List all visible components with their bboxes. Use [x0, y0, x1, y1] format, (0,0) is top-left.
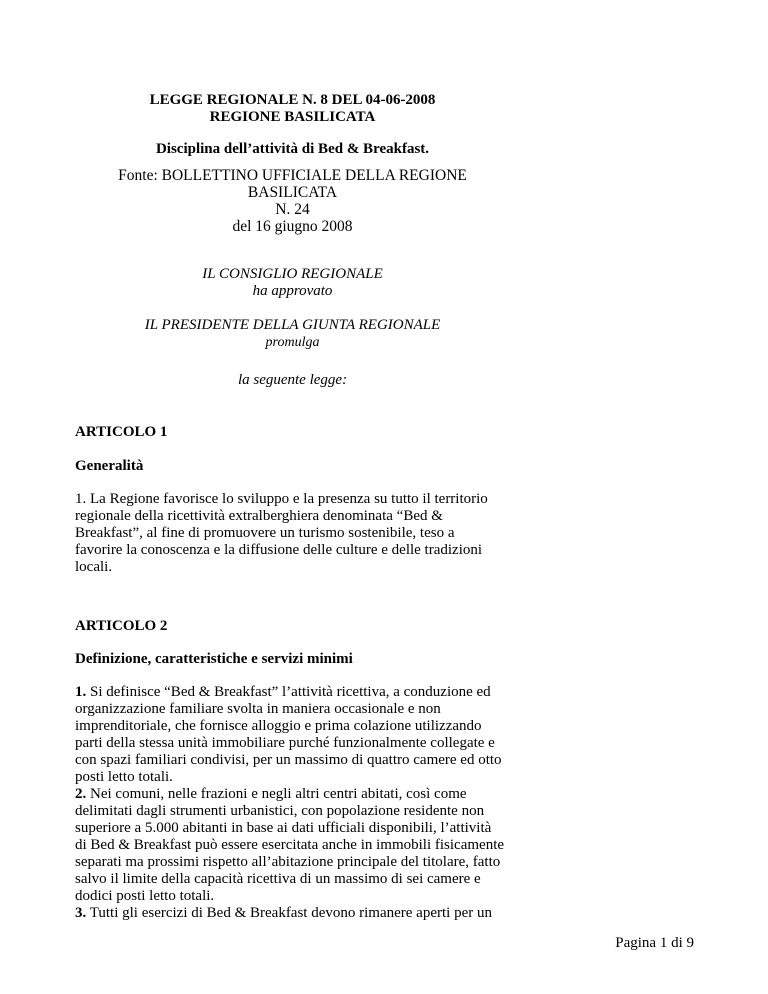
article-2-line: imprenditoriale, che fornisce alloggio e prima colazione utilizzando	[75, 718, 482, 734]
president-text: IL PRESIDENTE DELLA GIUNTA REGIONALE	[144, 317, 441, 333]
article-1-paragraph	[75, 491, 620, 576]
article-2-line: separati ma prossimi rispetto all’abitazione principale del titolare, fatto	[75, 854, 501, 870]
article-1-line: locali.	[75, 559, 113, 575]
article-2-line: delimitati dagli strumenti urbanistici, con popolazione residente non	[75, 803, 485, 819]
article-1-heading: ARTICOLO 1	[75, 424, 168, 440]
article-2-line: organizzazione familiare svolta in maniera occasionale e non	[75, 701, 441, 717]
law-title-block	[115, 92, 470, 126]
article-2-line: dodici posti letto totali.	[75, 888, 215, 904]
council-text: IL CONSIGLIO REGIONALE	[202, 266, 383, 282]
law-subject	[115, 141, 470, 158]
article-2-line: posti letto totali.	[75, 769, 173, 785]
article-2-heading: ARTICOLO 2	[75, 618, 168, 634]
article-1-line: Breakfast”, al fine di promuovere un turismo sostenibile, teso a	[75, 525, 455, 541]
article-1-line: favorire la conoscenza e la diffusione delle culture e delle tradizioni	[75, 542, 483, 558]
law-intro-text: la seguente legge:	[237, 372, 348, 388]
article-2-body	[75, 684, 620, 922]
promulgates-text: promulga	[265, 335, 320, 350]
article-2-p3-text: Tutti gli esercizi di Bed & Breakfast devono rimanere aperti per un	[86, 905, 492, 921]
article-1-line: regionale della ricettività extralberghiera denominata “Bed &	[75, 508, 443, 524]
council-block	[115, 266, 470, 300]
source-line-1: Fonte: BOLLETTINO UFFICIALE DELLA REGIONE	[118, 167, 467, 184]
source-number: N. 24	[275, 201, 310, 218]
paragraph-number: 1.	[75, 684, 87, 700]
paragraph-number: 3.	[75, 905, 87, 921]
page-number: Pagina 1 di 9	[615, 935, 694, 951]
law-intro	[115, 372, 470, 389]
article-2-line: salvo il limite della capacità ricettiva di un massimo di sei camere e	[75, 871, 481, 887]
article-2-line: di Bed & Breakfast può essere esercitata anche in immobili fisicamente	[75, 837, 505, 853]
president-block	[115, 317, 470, 351]
article-2-p1-first-line	[75, 684, 620, 701]
article-1-title: Generalità	[75, 458, 144, 474]
article-2-title: Definizione, caratteristiche e servizi minimi	[75, 651, 353, 667]
law-title: LEGGE REGIONALE N. 8 DEL 04-06-2008	[149, 92, 436, 108]
article-2-line: con spazi familiari condivisi, per un massimo di quattro camere ed otto	[75, 752, 502, 768]
article-2-line: superiore a 5.000 abitanti in base ai dati ufficiali disponibili, l’attività	[75, 820, 492, 836]
source-date: del 16 giugno 2008	[232, 218, 353, 235]
approved-text: ha approvato	[252, 283, 333, 299]
article-2-p2-first-line	[75, 786, 620, 803]
region-name: REGIONE BASILICATA	[209, 109, 376, 125]
article-2-line: parti della stessa unità immobiliare purché funzionalmente collegate e	[75, 735, 495, 751]
article-2-p3-first-line	[75, 905, 620, 922]
article-1-line: 1. La Regione favorisce lo sviluppo e la presenza su tutto il territorio	[75, 491, 488, 507]
source-line-2: BASILICATA	[247, 184, 338, 201]
article-2-p2-text: Nei comuni, nelle frazioni e negli altri centri abitati, così come	[86, 786, 467, 802]
article-2-p1-text: Si definisce “Bed & Breakfast” l’attività ricettiva, a conduzione ed	[86, 684, 491, 700]
source-block	[115, 167, 470, 235]
paragraph-number: 2.	[75, 786, 87, 802]
subject-text: Disciplina dell’attività di Bed & Breakfast.	[155, 141, 430, 157]
